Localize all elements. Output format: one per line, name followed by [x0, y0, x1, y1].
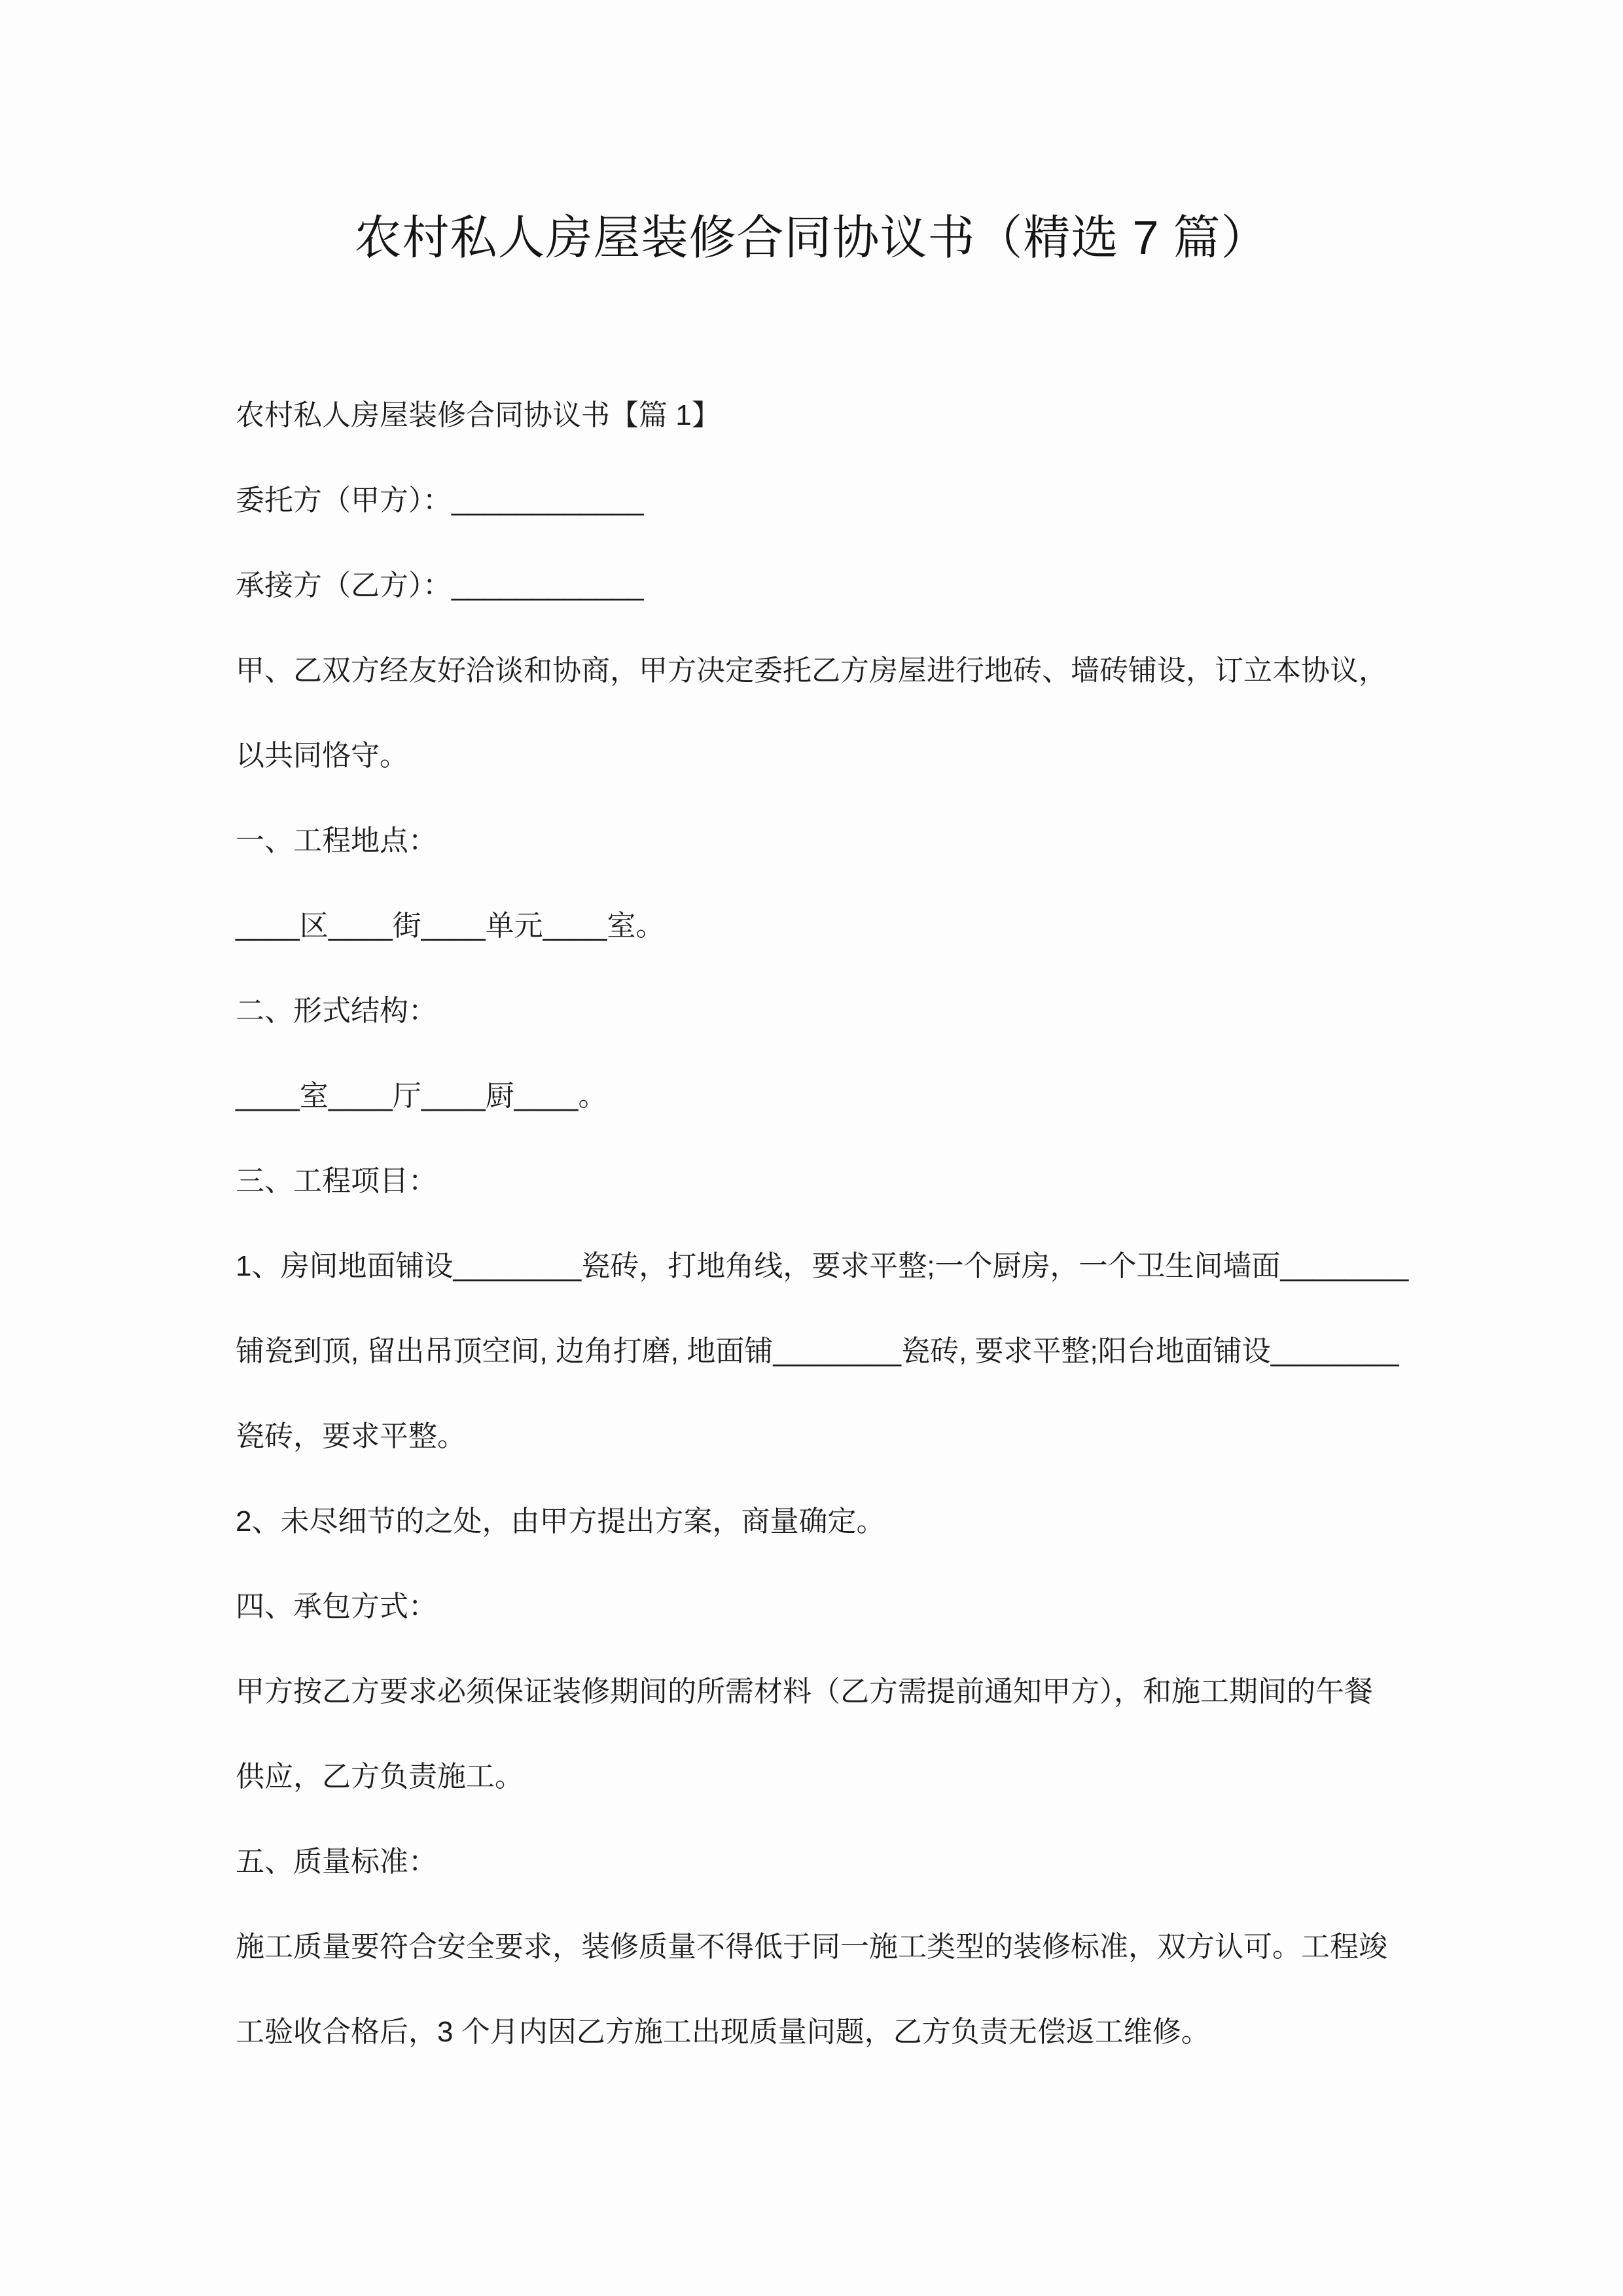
document-line-clause-1: 一、工程地点： [236, 825, 437, 857]
document-line: 2、未尽细节的之处，由甲方提出方案，商量确定。 [236, 1505, 885, 1537]
document-line: 工验收合格后，3 个月内因乙方施工出现质量问题，乙方负责无偿返工维修。 [236, 2016, 1210, 2048]
document-line: 瓷砖，要求平整。 [236, 1420, 466, 1452]
document-title: 农村私人房屋装修合同协议书（精选 7 篇） [354, 212, 1269, 264]
document-line-clause-5: 五、质量标准： [236, 1846, 437, 1878]
document-line: 以共同恪守。 [236, 740, 408, 772]
document-line: 1、房间地面铺设________瓷砖，打地角线，要求平整;一个厨房，一个卫生间墙面________ [236, 1250, 1409, 1282]
document-line: 施工质量要符合安全要求，装修质量不得低于同一施工类型的装修标准，双方认可。工程竣 [236, 1931, 1387, 1963]
document-line-clause-3: 三、工程项目： [236, 1165, 437, 1197]
document-body [236, 373, 1409, 2075]
document-line: 甲方按乙方要求必须保证装修期间的所需材料（乙方需提前通知甲方），和施工期间的午餐 [236, 1676, 1373, 1708]
document-line-layout-blanks: ____室____厅____厨____。 [236, 1080, 607, 1112]
document-line-address-blanks: ____区____街____单元____室。 [236, 910, 665, 942]
document-line-party-a-blank: 委托方（甲方）：____________ [236, 484, 644, 516]
document-line-section-heading: 农村私人房屋装修合同协议书【篇 1】 [236, 399, 721, 431]
document-line: 供应，乙方负责施工。 [236, 1761, 524, 1793]
document-line-clause-2: 二、形式结构： [236, 995, 437, 1027]
document-line-clause-4: 四、承包方式： [236, 1590, 437, 1623]
document-line: 铺瓷到顶, 留出吊顶空间, 边角打磨, 地面铺________瓷砖, 要求平整;阳台地面铺设________ [236, 1335, 1399, 1367]
document-line: 甲、乙双方经友好洽谈和协商，甲方决定委托乙方房屋进行地砖、墙砖铺设，订立本协议， [236, 655, 1387, 687]
document-line-party-b-blank: 承接方（乙方）：____________ [236, 569, 644, 601]
